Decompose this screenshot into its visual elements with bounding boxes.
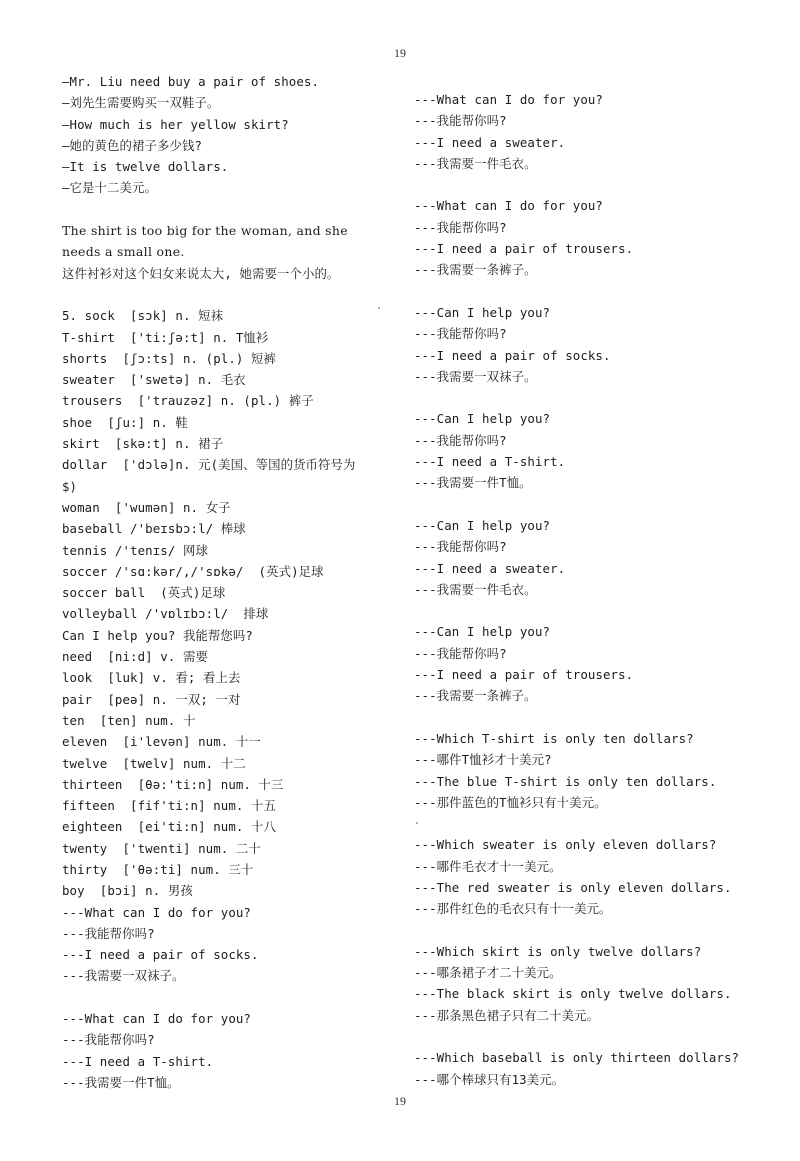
dialog-block bbox=[62, 1008, 398, 1093]
dialog-line: ---哪条裙子才二十美元。 bbox=[414, 965, 562, 981]
text-line: —刘先生需要购买一双鞋子。 bbox=[62, 95, 220, 111]
dialog-line: ---我能帮你吗? bbox=[414, 432, 507, 448]
dialog-block bbox=[414, 408, 754, 493]
right-column bbox=[414, 89, 754, 1090]
page-number-bottom: 19 bbox=[394, 1094, 406, 1108]
vocab-item: thirty ['θə:ti] num. 三十 bbox=[62, 861, 254, 877]
dialog-block bbox=[414, 728, 754, 813]
vocab-item: shoe [ʃu:] n. 鞋 bbox=[62, 414, 188, 430]
dialog-line: ---哪个棒球只有13美元。 bbox=[414, 1071, 565, 1087]
dialog-line: ---我能帮你吗? bbox=[414, 219, 507, 235]
dialog-line: ---I need a pair of trousers. bbox=[414, 667, 634, 683]
vocab-item: Can I help you? 我能帮您吗? bbox=[62, 627, 253, 643]
vocab-item: pair [peə] n. 一双; 一对 bbox=[62, 691, 241, 707]
dialog-line: ---Which skirt is only twelve dollars? bbox=[414, 943, 702, 959]
dialog-line: ---我能帮你吗? bbox=[62, 925, 155, 941]
dialog-block bbox=[414, 89, 754, 174]
vocab-item: shorts [ʃɔ:ts] n. (pl.) 短裤 bbox=[62, 350, 276, 366]
dialog-line: ---I need a pair of socks. bbox=[62, 947, 259, 963]
dialog-line: ---那件蓝色的T恤衫只有十美元。 bbox=[414, 794, 607, 810]
dialog-line: ---The blue T-shirt is only ten dollars. bbox=[414, 773, 717, 789]
vocab-item: volleyball /'vɒlɪbɔ:l/ 排球 bbox=[62, 606, 269, 622]
dialog-line: ---我需要一件T恤。 bbox=[414, 475, 532, 491]
vocab-item: ten [ten] num. 十 bbox=[62, 712, 196, 728]
vocab-item: baseball /'beɪsbɔ:l/ 棒球 bbox=[62, 521, 246, 537]
vocab-item: twelve [twelv] num. 十二 bbox=[62, 755, 246, 771]
dialog-block bbox=[414, 621, 754, 706]
dialog-line: ---I need a pair of socks. bbox=[414, 347, 611, 363]
text-line: —How much is her yellow skirt? bbox=[62, 116, 289, 132]
shirt-paragraph bbox=[62, 220, 398, 284]
dialog-line: ---Which T-shirt is only ten dollars? bbox=[414, 730, 694, 746]
vocabulary-list bbox=[62, 305, 398, 901]
vocab-item: $) bbox=[62, 478, 78, 494]
vocab-item: sweater ['swetə] n. 毛衣 bbox=[62, 372, 246, 388]
dialog-block bbox=[414, 1047, 754, 1090]
paragraph-line: The shirt is too big for the woman, and she bbox=[62, 223, 348, 239]
vocab-item: look [luk] v. 看; 看上去 bbox=[62, 670, 241, 686]
vocab-item: need [ni:d] v. 需要 bbox=[62, 649, 208, 665]
page-number-top: 19 bbox=[394, 46, 406, 60]
dialog-line: ---我能帮你吗? bbox=[414, 326, 507, 342]
dialog-line: ---Which sweater is only eleven dollars? bbox=[414, 837, 717, 853]
vocab-item: fifteen [fif'ti:n] num. 十五 bbox=[62, 798, 276, 814]
vocab-item: trousers ['trauzəz] n. (pl.) 裤子 bbox=[62, 393, 314, 409]
vocab-item: dollar ['dɔlə]n. 元(美国、等国的货币符号为 bbox=[62, 457, 356, 473]
dialog-line: ---我能帮你吗? bbox=[414, 113, 507, 129]
dialog-line: ---Can I help you? bbox=[414, 517, 551, 533]
dialog-line: ---What can I do for you? bbox=[414, 198, 603, 214]
vocab-item: eighteen [ei'ti:n] num. 十八 bbox=[62, 819, 276, 835]
vocab-item: skirt [skə:t] n. 裙子 bbox=[62, 436, 224, 452]
dialog-line: ---Can I help you? bbox=[414, 411, 551, 427]
dialog-line: ---What can I do for you? bbox=[414, 92, 603, 107]
dialog-block bbox=[414, 195, 754, 280]
shoes-skirt-dialog bbox=[62, 71, 398, 199]
dialog-line: ---I need a T-shirt. bbox=[414, 454, 566, 470]
vocab-item: tennis /'tenɪs/ 网球 bbox=[62, 542, 208, 558]
dialog-line: ---我能帮你吗? bbox=[62, 1032, 155, 1048]
dialog-line: ---I need a pair of trousers. bbox=[414, 241, 634, 257]
dialog-block bbox=[414, 941, 754, 1026]
paragraph-line: needs a small one. bbox=[62, 244, 185, 260]
dialog-line: ---我需要一件毛衣。 bbox=[414, 155, 537, 171]
dialog-line: ---The black skirt is only twelve dollars. bbox=[414, 986, 732, 1002]
text-line: —Mr. Liu need buy a pair of shoes. bbox=[62, 74, 320, 89]
dialog-line: ---我需要一双袜子。 bbox=[414, 368, 537, 384]
dialog-line: ---I need a sweater. bbox=[414, 134, 566, 150]
vocab-item: twenty ['twenti] num. 二十 bbox=[62, 840, 261, 856]
dialog-line: ---Can I help you? bbox=[414, 624, 551, 640]
dialog-line: ---那条黑色裙子只有二十美元。 bbox=[414, 1007, 600, 1023]
dialog-line: ---我需要一件T恤。 bbox=[62, 1074, 180, 1090]
dialog-line: ---我需要一条裤子。 bbox=[414, 262, 537, 278]
dialog-block bbox=[414, 515, 754, 600]
dialog-line: ---哪件T恤衫才十美元? bbox=[414, 752, 552, 768]
vocab-item: boy [bɔi] n. 男孩 bbox=[62, 883, 193, 899]
text-line: —她的黄色的裙子多少钱? bbox=[62, 137, 203, 153]
dialog-line: ---The red sweater is only eleven dollars. bbox=[414, 879, 732, 895]
vocab-item: thirteen [θə:'ti:n] num. 十三 bbox=[62, 776, 284, 792]
dialog-line: ---What can I do for you? bbox=[62, 1011, 251, 1027]
dialog-line: ---I need a T-shirt. bbox=[62, 1053, 214, 1069]
text-line: —It is twelve dollars. bbox=[62, 159, 229, 175]
dialog-line: ---I need a sweater. bbox=[414, 560, 566, 576]
dialog-line: ---那件红色的毛衣只有十一美元。 bbox=[414, 901, 612, 917]
dialog-line: ---Can I help you? bbox=[414, 304, 551, 320]
dialog-line: ---我需要一件毛衣。 bbox=[414, 581, 537, 597]
scan-speck bbox=[378, 307, 380, 309]
dialog-line: ---我需要一双袜子。 bbox=[62, 968, 185, 984]
dialog-block bbox=[414, 302, 754, 387]
dialog-block bbox=[414, 834, 754, 919]
text-line: —它是十二美元。 bbox=[62, 180, 157, 196]
vocab-item: soccer /'sɑ:kər/,/'sɒkə/ (英式)足球 bbox=[62, 563, 324, 579]
dialog-line: ---我能帮你吗? bbox=[414, 645, 507, 661]
dialog-line: ---哪件毛衣才十一美元。 bbox=[414, 858, 562, 874]
scan-speck bbox=[416, 822, 418, 824]
dialog-line: ---我能帮你吗? bbox=[414, 539, 507, 555]
dialog-block bbox=[62, 902, 398, 987]
vocab-item: woman ['wumən] n. 女子 bbox=[62, 499, 231, 515]
dialog-line: ---我需要一条裤子。 bbox=[414, 688, 537, 704]
vocab-item: 5. sock [sɔk] n. 短袜 bbox=[62, 308, 224, 324]
dialog-line: ---Which baseball is only thirteen dollars? bbox=[414, 1050, 740, 1066]
vocab-item: soccer ball (英式)足球 bbox=[62, 585, 226, 601]
vocab-item: eleven [i'levən] num. 十一 bbox=[62, 734, 261, 750]
left-column bbox=[62, 71, 398, 1093]
paragraph-translation: 这件衬衫对这个妇女来说太大, 她需要一个小的。 bbox=[62, 265, 340, 281]
dialog-line: ---What can I do for you? bbox=[62, 904, 251, 920]
vocab-item: T-shirt ['ti:ʃə:t] n. T恤衫 bbox=[62, 329, 269, 345]
